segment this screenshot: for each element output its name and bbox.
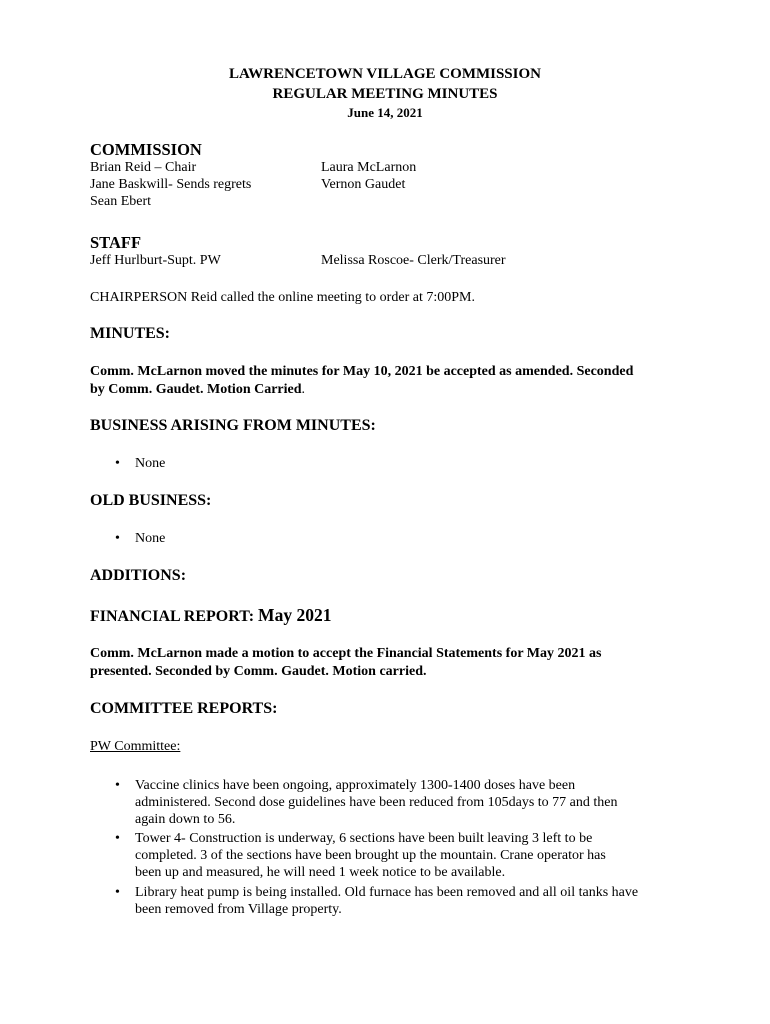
financial-report-month: May 2021 — [258, 605, 332, 625]
list-item-line: been up and measured, he will need 1 week notice to be available. — [135, 865, 506, 880]
financial-motion-line: presented. Seconded by Comm. Gaudet. Motion carried. — [90, 664, 427, 679]
pw-committee-subheading: PW Committee: — [90, 739, 181, 754]
commission-member: Vernon Gaudet — [321, 177, 406, 192]
additions-heading: ADDITIONS: — [90, 567, 187, 584]
committee-reports-heading: COMMITTEE REPORTS: — [90, 700, 278, 717]
document-title: LAWRENCETOWN VILLAGE COMMISSION — [228, 66, 541, 82]
meeting-date: June 14, 2021 — [347, 105, 423, 120]
bullet-icon: • — [115, 831, 120, 846]
list-item-line: completed. 3 of the sections have been brought up the mountain. Crane operator has — [135, 848, 606, 863]
call-to-order: CHAIRPERSON Reid called the online meeting to order at 7:00PM. — [90, 290, 475, 305]
business-arising-heading: BUSINESS ARISING FROM MINUTES: — [90, 417, 376, 434]
bullet-icon: • — [115, 778, 120, 793]
minutes-motion-text: by Comm. Gaudet. Motion Carried — [90, 382, 302, 397]
staff-member: Jeff Hurlburt-Supt. PW — [90, 253, 221, 268]
commission-member: Sean Ebert — [90, 194, 152, 209]
list-item-line: Vaccine clinics have been ongoing, approximately 1300-1400 doses have been — [135, 778, 576, 793]
list-item-line: administered. Second dose guidelines have been reduced from 105days to 77 and then — [135, 795, 618, 810]
financial-report-heading — [90, 605, 331, 626]
old-business-heading: OLD BUSINESS: — [90, 492, 212, 509]
list-item-line: been removed from Village property. — [135, 902, 342, 917]
financial-motion-line: Comm. McLarnon made a motion to accept the Financial Statements for May 2021 as — [90, 646, 602, 661]
minutes-motion-line — [90, 381, 305, 398]
bullet-icon: • — [115, 885, 120, 900]
commission-heading: COMMISSION — [90, 140, 202, 159]
document-subtitle: REGULAR MEETING MINUTES — [272, 86, 498, 102]
list-item-line: again down to 56. — [135, 812, 236, 827]
list-item-line: Library heat pump is being installed. Old furnace has been removed and all oil tanks have — [135, 885, 639, 900]
commission-member: Jane Baskwill- Sends regrets — [90, 177, 252, 192]
bullet-icon: • — [115, 456, 120, 471]
commission-member: Laura McLarnon — [321, 160, 417, 175]
commission-member: Brian Reid – Chair — [90, 160, 197, 175]
minutes-motion-line: Comm. McLarnon moved the minutes for May 10, 2021 be accepted as amended. Seconded — [90, 364, 634, 379]
staff-member: Melissa Roscoe- Clerk/Treasurer — [321, 253, 506, 268]
bullet-icon: • — [115, 531, 120, 546]
financial-report-label: FINANCIAL REPORT: — [90, 608, 255, 625]
minutes-motion-period: . — [301, 382, 306, 397]
minutes-heading: MINUTES: — [90, 325, 171, 342]
list-item-text: None — [135, 531, 166, 546]
list-item-line: Tower 4- Construction is underway, 6 sections have been built leaving 3 left to be — [135, 831, 593, 846]
list-item-text: None — [135, 456, 166, 471]
staff-heading: STAFF — [90, 233, 142, 252]
